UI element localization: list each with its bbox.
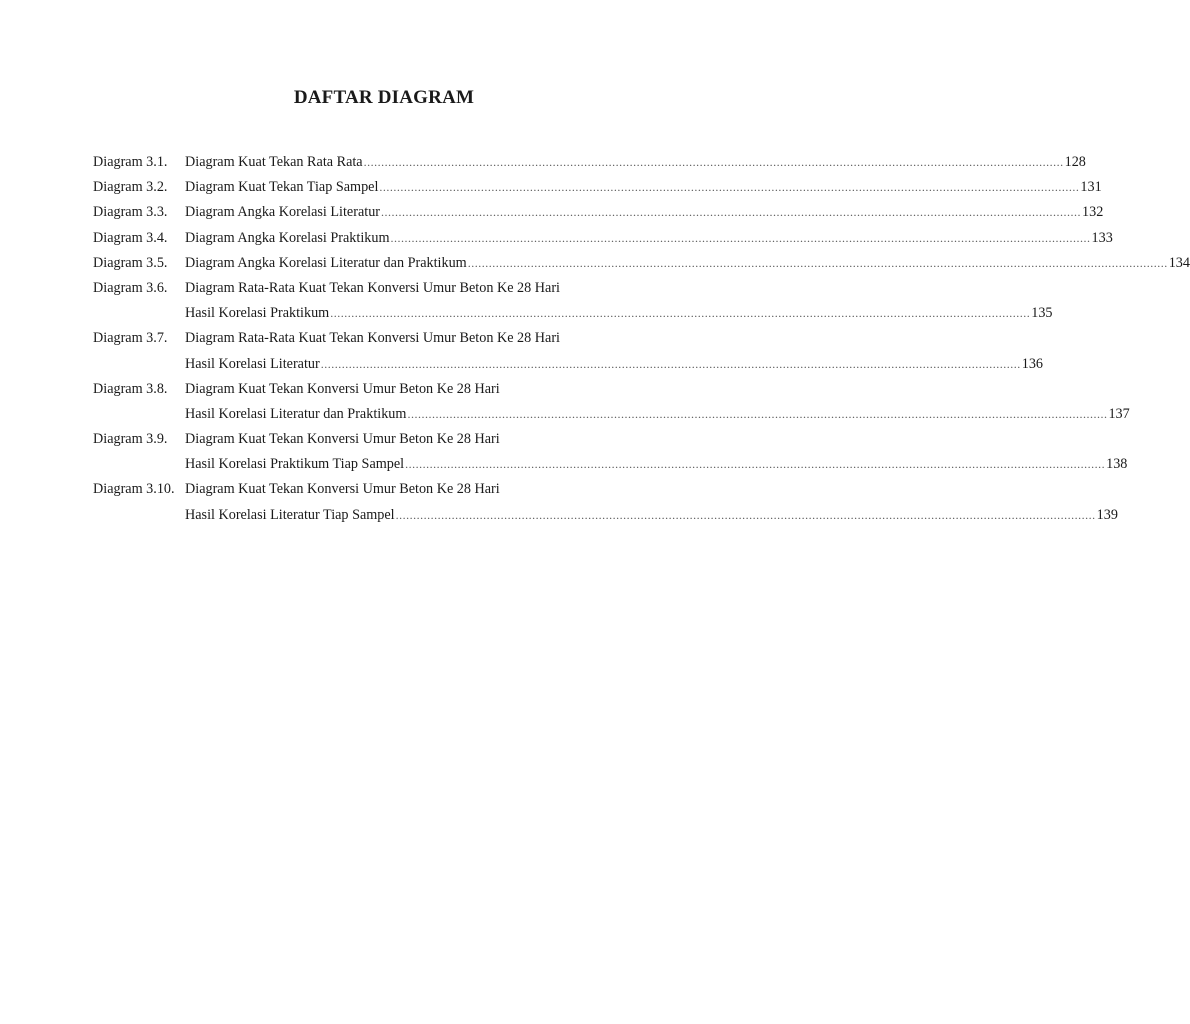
diagram-title: Hasil Korelasi Praktikum Tiap Sampel <box>185 456 405 473</box>
toc-entry[interactable] <box>93 427 1128 477</box>
diagram-number: Diagram 3.2. <box>93 179 168 196</box>
dot-leader: ........................................................................................................................................................................................................ <box>320 356 1021 371</box>
toc-entry-line <box>93 175 1102 200</box>
diagram-title: Diagram Rata-Rata Kuat Tekan Konversi Umur Beton Ke 28 Hari <box>185 330 560 347</box>
diagram-title: Hasil Korelasi Literatur dan Praktikum <box>185 405 407 422</box>
toc-entry[interactable] <box>93 326 1044 376</box>
dot-leader: ........................................................................................................................................................................................................ <box>395 507 1096 522</box>
page-number: 139 <box>1096 506 1118 523</box>
page-number: 128 <box>1064 154 1086 170</box>
dot-leader: ........................................................................................................................................................................................................ <box>381 205 1082 220</box>
toc-entry-line <box>93 377 643 402</box>
dot-leader: ........................................................................................................................................................................................................ <box>363 155 1064 169</box>
table-of-diagrams <box>93 150 1190 528</box>
diagram-title: Diagram Kuat Tekan Tiap Sampel <box>185 179 379 196</box>
diagram-title: Diagram Kuat Tekan Konversi Umur Beton Ke 28 Hari <box>185 431 500 448</box>
toc-entry-line <box>93 150 1086 175</box>
page-number: 137 <box>1108 405 1130 422</box>
toc-entry[interactable] <box>93 226 1113 251</box>
diagram-number: Diagram 3.8. <box>93 380 168 397</box>
toc-entry-line <box>93 503 1118 528</box>
toc-entry-line <box>93 226 1113 251</box>
dot-leader: ........................................................................................................................................................................................................ <box>407 406 1108 421</box>
diagram-title: Diagram Kuat Tekan Konversi Umur Beton Ke 28 Hari <box>185 380 500 397</box>
diagram-title: Diagram Kuat Tekan Rata Rata <box>185 154 363 170</box>
diagram-title: Hasil Korelasi Literatur Tiap Sampel <box>185 506 395 523</box>
diagram-title: Hasil Korelasi Literatur <box>185 355 320 372</box>
toc-entry-line <box>93 352 1044 377</box>
toc-entry-line <box>93 452 1128 477</box>
dot-leader: ........................................................................................................................................................................................................ <box>405 457 1106 472</box>
toc-entry[interactable] <box>93 377 1130 427</box>
dot-leader: ........................................................................................................................................................................................................ <box>467 255 1168 270</box>
toc-entry[interactable] <box>93 251 1190 276</box>
page-number: 136 <box>1021 355 1044 372</box>
toc-entry-line <box>93 200 1104 225</box>
dot-leader: ........................................................................................................................................................................................................ <box>330 306 1031 321</box>
page-number: 131 <box>1080 179 1102 196</box>
diagram-number: Diagram 3.10. <box>93 481 175 498</box>
diagram-title: Diagram Kuat Tekan Konversi Umur Beton Ke 28 Hari <box>185 481 500 498</box>
diagram-title: Hasil Korelasi Praktikum <box>185 305 330 322</box>
diagram-number: Diagram 3.4. <box>93 229 168 246</box>
diagram-title: Diagram Angka Korelasi Literatur <box>185 204 381 221</box>
page-number: 138 <box>1106 456 1128 473</box>
toc-entry[interactable] <box>93 477 1118 527</box>
dot-leader: ........................................................................................................................................................................................................ <box>390 230 1091 245</box>
toc-entry[interactable] <box>93 200 1104 225</box>
page-number: 134 <box>1168 254 1190 271</box>
diagram-number: Diagram 3.1. <box>93 154 168 170</box>
toc-entry[interactable] <box>93 276 1053 326</box>
toc-entry-line <box>93 402 1130 427</box>
diagram-title: Diagram Rata-Rata Kuat Tekan Konversi Umur Beton Ke 28 Hari <box>185 279 560 296</box>
toc-entry[interactable] <box>93 150 1086 175</box>
diagram-title: Diagram Angka Korelasi Literatur dan Praktikum <box>185 254 467 271</box>
diagram-number: Diagram 3.6. <box>93 279 168 296</box>
diagram-number: Diagram 3.9. <box>93 431 168 448</box>
toc-entry-line <box>93 276 643 301</box>
diagram-number: Diagram 3.3. <box>93 204 168 221</box>
toc-entry-line <box>93 326 643 351</box>
toc-entry[interactable] <box>93 175 1102 200</box>
diagram-number: Diagram 3.5. <box>93 254 168 271</box>
page-number: 135 <box>1031 305 1053 322</box>
page-title: DAFTAR DIAGRAM <box>293 87 475 108</box>
toc-entry-line <box>93 301 1053 326</box>
toc-entry-line <box>93 251 1190 276</box>
toc-entry-line <box>93 427 643 452</box>
page-number: 132 <box>1082 204 1104 221</box>
diagram-title: Diagram Angka Korelasi Praktikum <box>185 229 390 246</box>
dot-leader: ........................................................................................................................................................................................................ <box>379 180 1080 195</box>
diagram-number: Diagram 3.7. <box>93 330 168 347</box>
page-number: 133 <box>1091 229 1113 246</box>
toc-entry-line <box>93 477 643 502</box>
